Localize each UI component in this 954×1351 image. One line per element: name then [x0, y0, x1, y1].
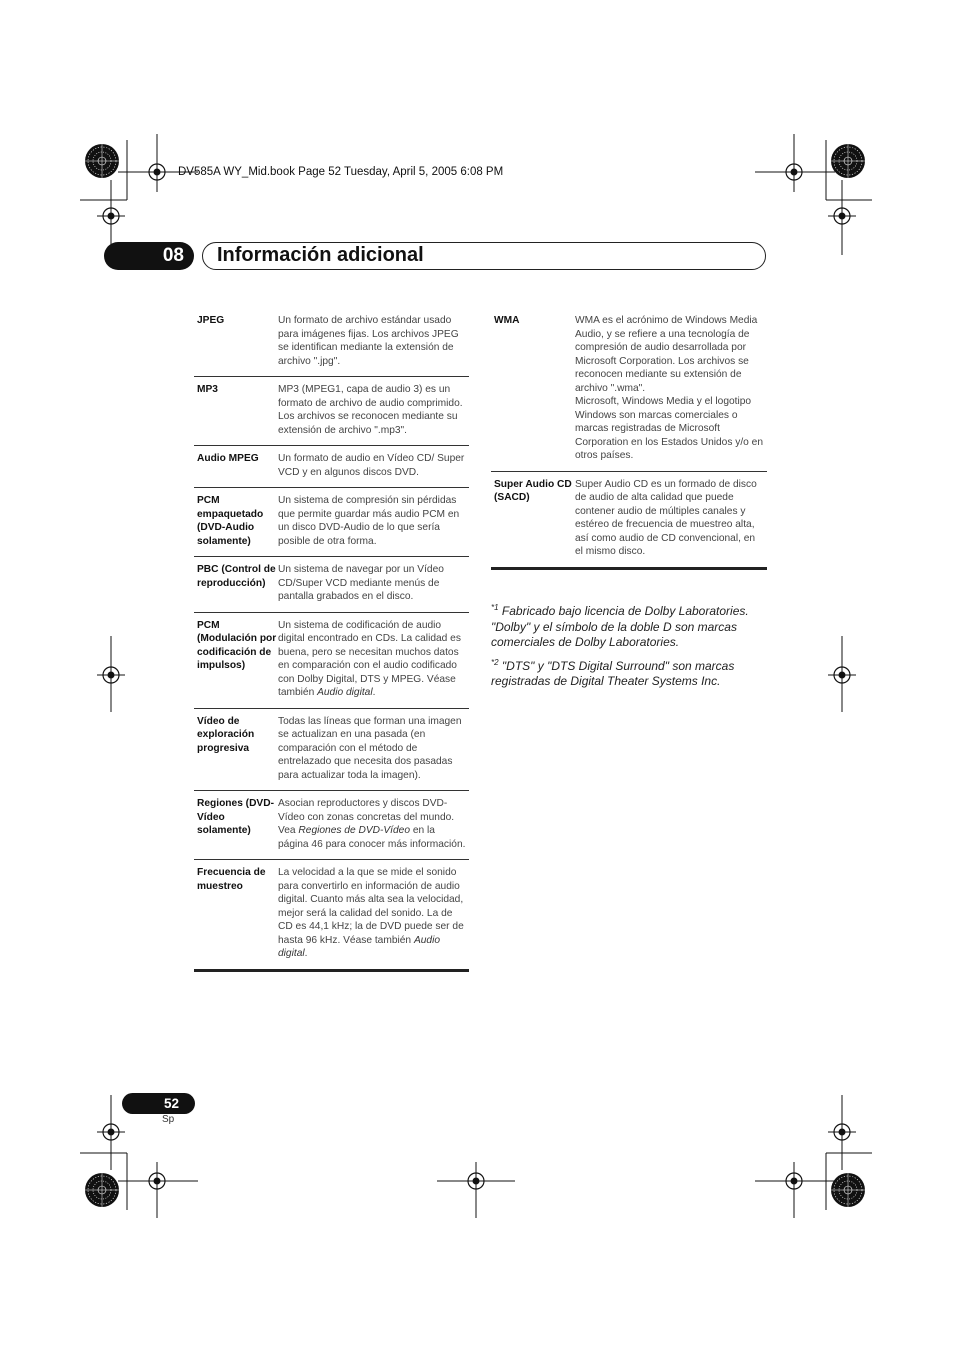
footnote-mark: *1 [491, 603, 499, 612]
glossary-definition [278, 619, 469, 700]
glossary-term: Frecuencia de muestreo [197, 867, 266, 892]
glossary-term: Audio MPEG [197, 453, 259, 464]
glossary-definition [278, 797, 469, 851]
glossary-row [194, 556, 469, 612]
glossary-definition [575, 314, 767, 463]
glossary-definition: Todas las líneas que forman una imagen se actualizan en una pasada (en comparación con el método de entrelazado que necesita dos pasadas para actualizar toda la imagen). [278, 715, 462, 781]
glossary-term: Super Audio CD (SACD) [494, 478, 572, 503]
footnotes [491, 600, 769, 694]
page-language: Sp [162, 1114, 175, 1125]
glossary-term: PCM empaquetado (DVD-Audio solamente) [197, 495, 264, 547]
print-header-info: DV585A WY_Mid.book Page 52 Tuesday, April 5, 2005 6:08 PM [178, 166, 504, 178]
definition-suffix: . [304, 948, 308, 959]
glossary-term: PBC (Control de reproducción) [197, 564, 276, 589]
glossary-definition: Un sistema de navegar por un Vídeo CD/Super VCD mediante menús de pantalla grabados en el disco. [278, 564, 444, 602]
glossary-definition: Un formato de archivo estándar usado para imágenes fijas. Los archivos JPEG se identifican mediante la extensión de archivo ".jpg". [278, 315, 459, 367]
glossary-term: JPEG [197, 315, 225, 326]
glossary-row [194, 314, 469, 376]
footnote-text: Fabricado bajo licencia de Dolby Laboratories. "Dolby" y el símbolo de la doble D son marcas comerciales de Dolby Laboratories. [491, 604, 749, 649]
glossary-term: MP3 [197, 384, 218, 395]
definition-paragraph: WMA es el acrónimo de Windows Media Audio, y se refiere a una tecnología de compresión de audio desarrollada por Microsoft Corporation. Los archivos se reconocen mediante su extensión de archivo ".wma". [575, 315, 758, 394]
glossary-row [194, 790, 469, 859]
definition-suffix: en la página 46 para conocer más información. [278, 825, 466, 850]
glossary-definition [278, 866, 469, 961]
definition-paragraph: Microsoft, Windows Media y el logotipo Windows son marcas comerciales o marcas registradas de Microsoft Corporation en los Estados Unidos y/o en otros países. [575, 396, 764, 461]
glossary-table-left [194, 314, 469, 972]
glossary-definition: MP3 (MPEG1, capa de audio 3) es un formato de archivo de audio comprimido. Los archivos se reconocen mediante su extensión de archivo ".mp3". [278, 384, 463, 436]
cross-reference: Audio digital [278, 934, 440, 959]
glossary-row [194, 859, 469, 969]
footnote-mark: *2 [491, 657, 499, 667]
glossary-term: Vídeo de exploración progresiva [197, 715, 255, 754]
glossary-definition: Un sistema de compresión sin pérdidas que permite guardar más audio PCM en un disco DVD-Audio de lo que sería posible de otra forma. [278, 495, 460, 547]
glossary-row [194, 376, 469, 445]
glossary-definition: Un formato de audio en Vídeo CD/ Super VCD y en algunos discos DVD. [278, 453, 465, 478]
chapter-title: Información adicional [202, 242, 766, 270]
glossary-row [194, 445, 469, 487]
glossary-row [194, 487, 469, 556]
definition-text: La velocidad a la que se mide el sonido para convertirlo en información de audio digital. Cuanto más alta sea la velocidad, mejor será la calidad del sonido. La de CD es 44,1 kHz; la de DVD puede ser de hasta 96 kHz. Véase también [278, 867, 464, 946]
cross-reference: Audio digital [317, 687, 373, 698]
definition-text: Un sistema de codificación de audio digital encontrado en CDs. La calidad es buena, pero se necesitan muchos datos en comparación con el audio codificado con Dolby Digital, DTS y MPEG. Véase también [278, 619, 461, 698]
definition-text: Asocian reproductores y discos DVD-Vídeo con zonas concretas del mundo. Vea [278, 798, 455, 836]
cross-reference: Regiones de DVD-Vídeo [298, 825, 410, 836]
glossary-row [194, 708, 469, 791]
footnote-text: "DTS" y "DTS Digital Surround" son marcas registradas de Digital Theater Systems Inc. [491, 658, 735, 688]
chapter-number: 08 [104, 242, 194, 270]
glossary-term: Regiones (DVD-Vídeo solamente) [197, 798, 274, 836]
glossary-row [194, 612, 469, 708]
glossary-row [491, 471, 767, 567]
glossary-row [491, 314, 767, 471]
footnote [491, 655, 769, 690]
glossary-term: PCM (Modulación por codificación de impulsos) [197, 619, 277, 671]
page-number: 52 [122, 1093, 195, 1114]
definition-suffix: . [372, 687, 376, 698]
glossary-table-right [491, 314, 767, 570]
glossary-definition: Super Audio CD es un formado de disco de audio de alta calidad que puede contener audio de múltiples canales y estéreo de frecuencia de muestreo alta, así como audio de CD convencional, en el mismo disco. [575, 478, 757, 557]
footnote [491, 600, 769, 651]
glossary-term: WMA [494, 315, 520, 326]
